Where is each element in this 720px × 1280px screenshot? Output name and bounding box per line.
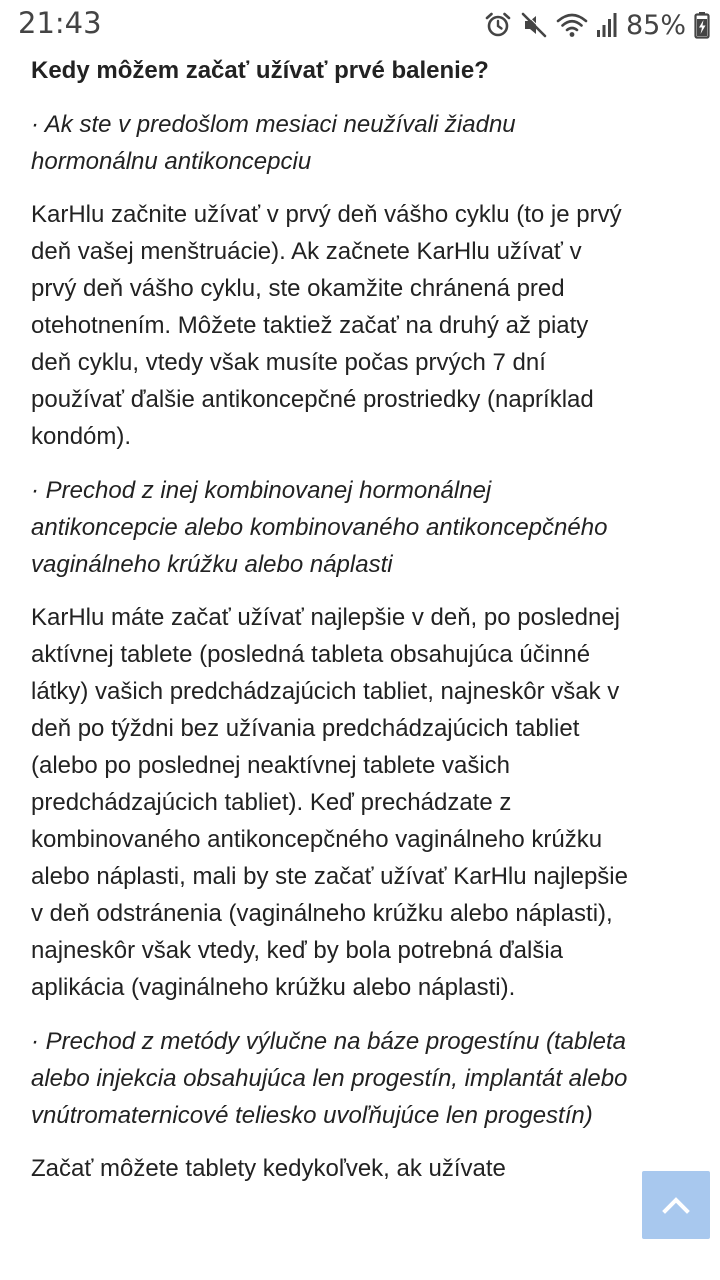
section-subheading: · Prechod z metódy výlučne na báze progestínu (tableta alebo injekcia obsahujúca len progestín, implantát alebo vnútromaternicové teliesko uvoľňujúce len progestín) — [31, 1028, 628, 1129]
status-bar — [0, 0, 720, 50]
article-heading: Kedy môžem začať užívať prvé balenie? — [31, 57, 489, 84]
status-icons — [484, 8, 710, 42]
section-paragraph: KarHlu začnite užívať v prvý deň vášho cyklu (to je prvý deň vašej menštruácie). Ak začnete KarHlu užívať v prvý deň vášho cyklu, ste okamžite chránená pred otehotnením. Môžete taktiež začať na druhý až piaty deň cyklu, vtedy však musíte počas prvých 7 dní používať ďalšie antikoncepčné prostriedky (napríklad kondóm). — [31, 201, 622, 450]
signal-icon — [596, 11, 618, 39]
battery-percentage: 85% — [625, 9, 686, 41]
battery-charging-icon — [694, 11, 710, 39]
partial-paragraph: Začať môžete tablety kedykoľvek, ak užívate — [31, 1155, 506, 1182]
section-subheading: · Ak ste v predošlom mesiaci neužívali žiadnu hormonálnu antikoncepciu — [31, 111, 516, 175]
scroll-to-top-button[interactable] — [642, 1171, 710, 1239]
section-paragraph: KarHlu máte začať užívať najlepšie v deň, po poslednej aktívnej tablete (posledná tableta obsahujúca účinné látky) vašich predchádzajúcich tabliet, najneskôr však v deň po týždni bez užívania predchádzajúcich tabliet (alebo po poslednej neaktívnej tablete vašich predchádzajúcich tabliet). Keď prechádzate z kombinovaného antikoncepčného vaginálneho krúžku alebo náplasti, mali by ste začať užívať KarHlu najlepšie v deň odstránenia (vaginálneho krúžku alebo náplasti), najneskôr však vtedy, keď by bola potrebná ďalšia aplikácia (vaginálneho krúžku alebo náplasti). — [31, 604, 628, 1001]
section-subheading: · Prechod z inej kombinovanej hormonálnej antikoncepcie alebo kombinovaného antikoncepčného vaginálneho krúžku alebo náplasti — [31, 477, 608, 578]
mute-icon — [520, 11, 548, 39]
article-content — [31, 50, 631, 1187]
alarm-icon — [484, 11, 512, 39]
status-time: 21:43 — [18, 6, 102, 40]
wifi-icon — [556, 11, 588, 39]
chevron-up-icon — [662, 1196, 690, 1214]
